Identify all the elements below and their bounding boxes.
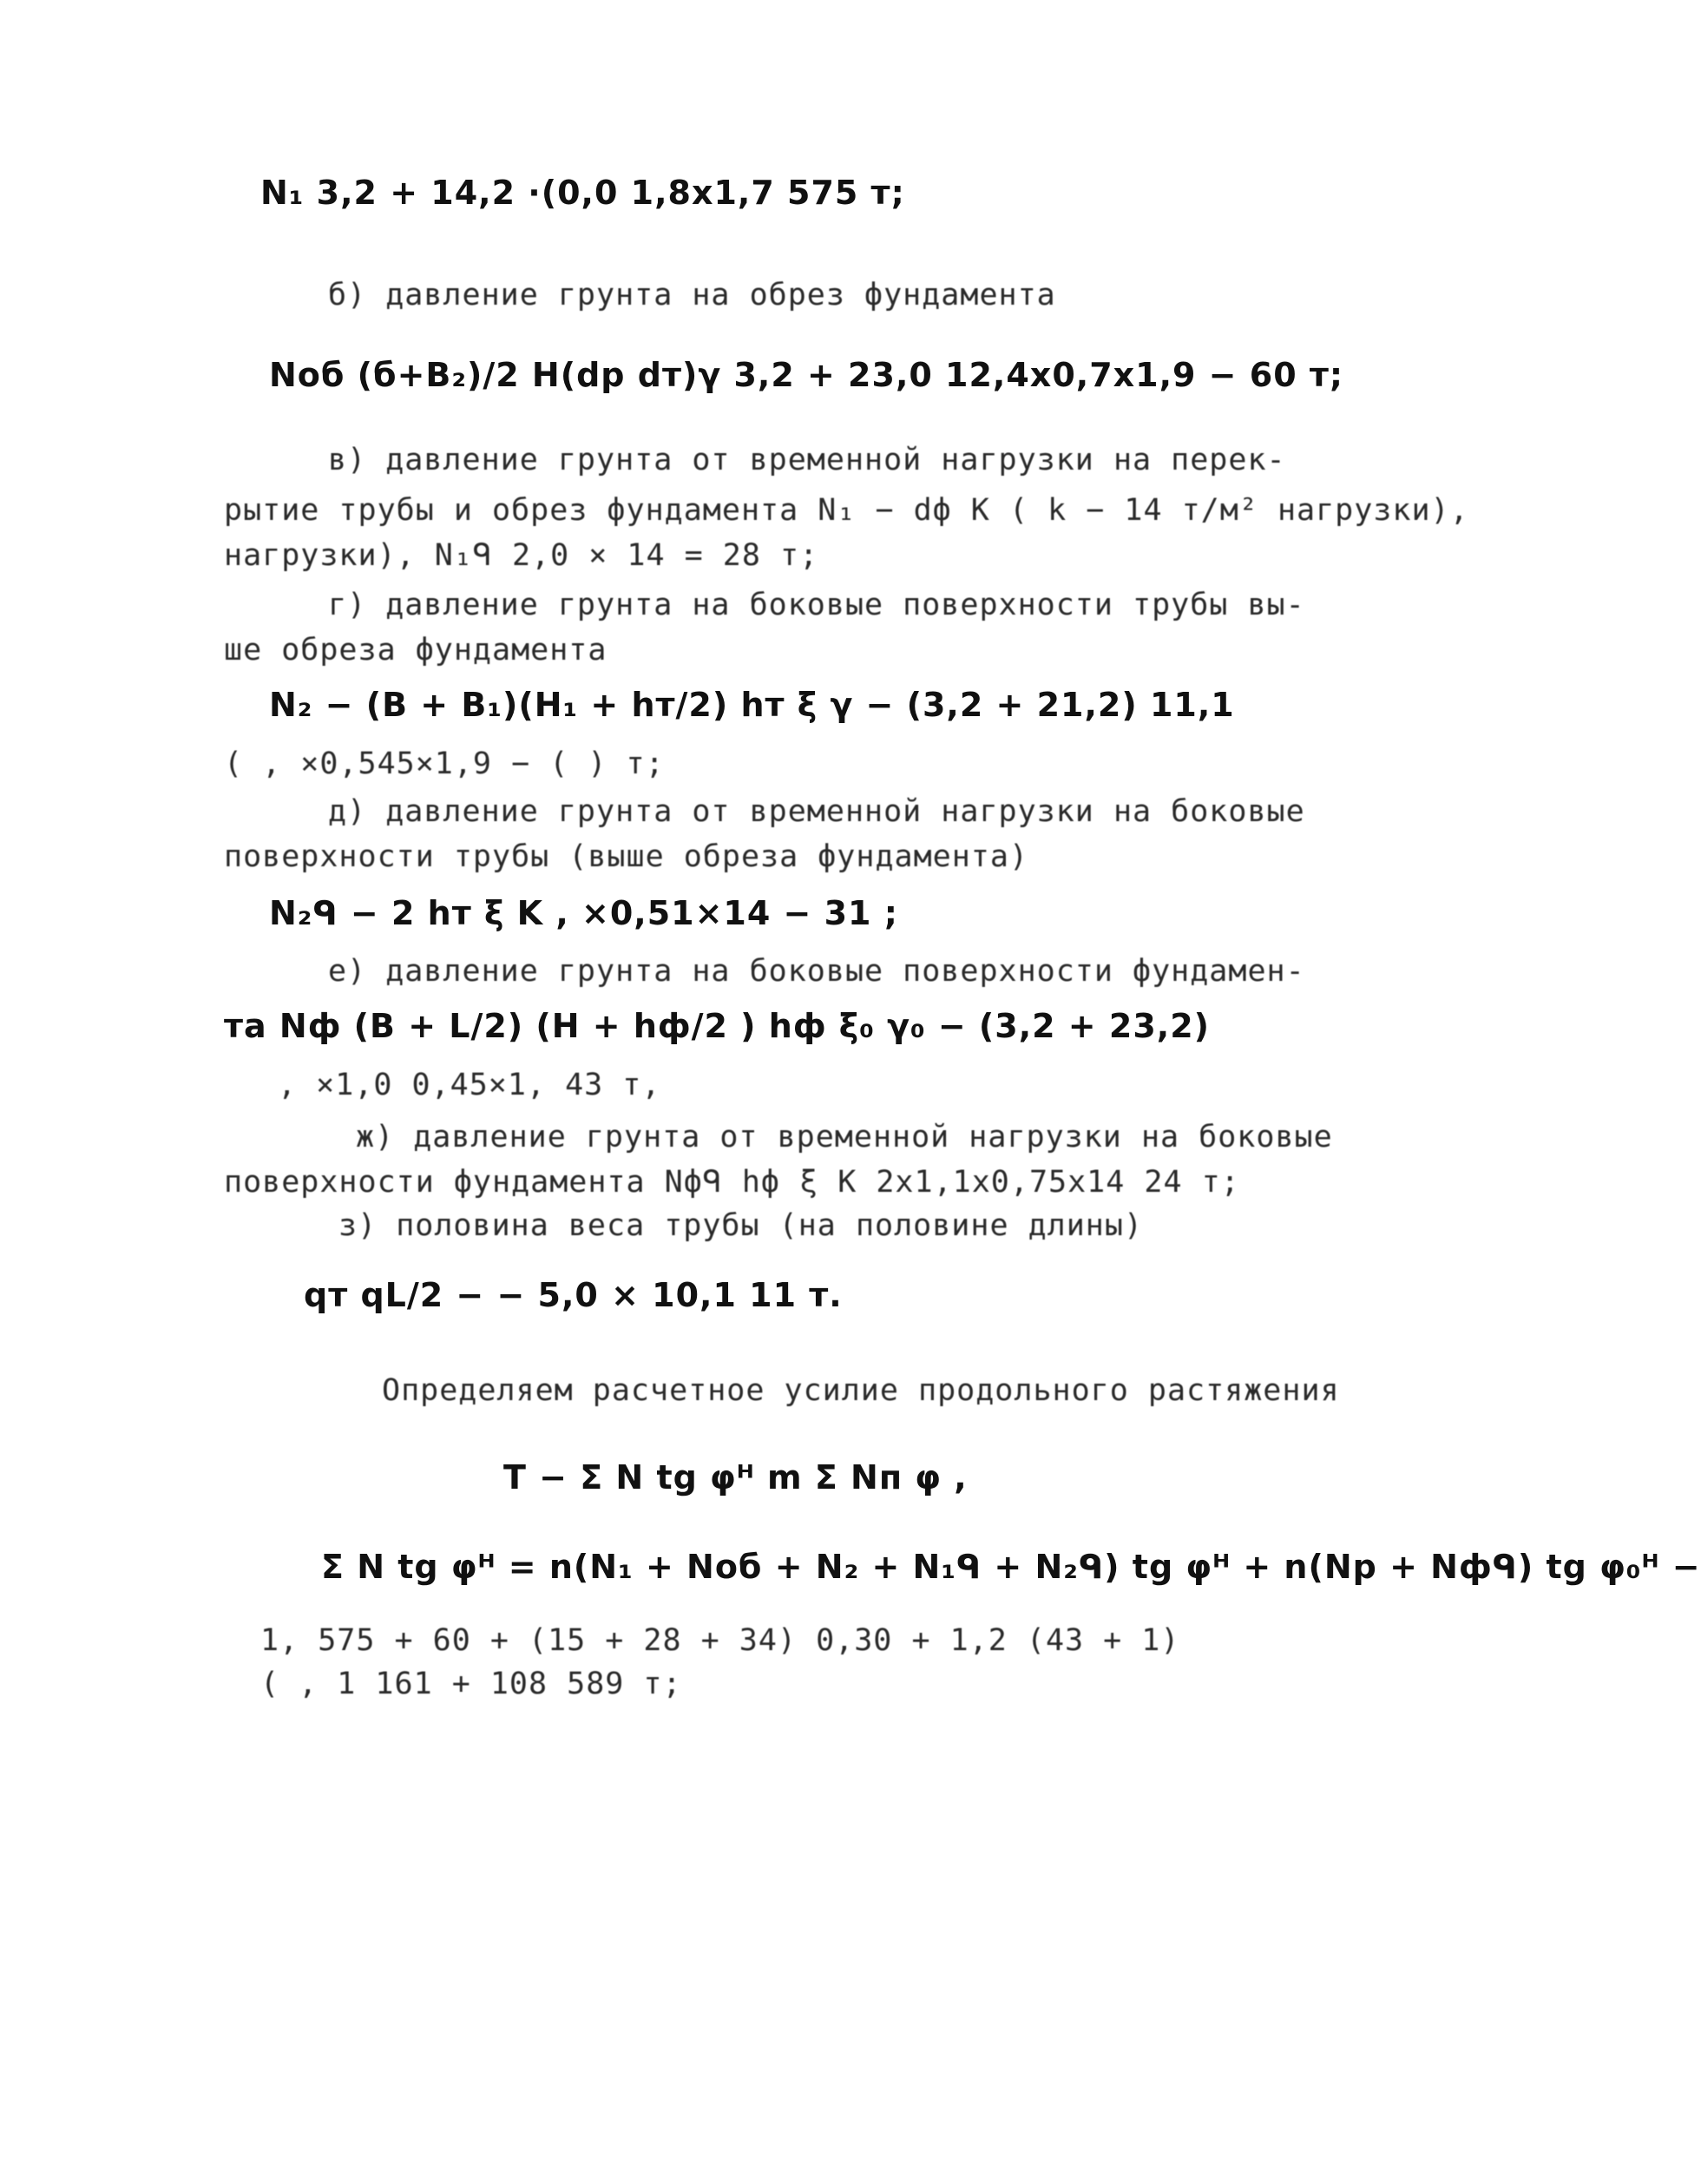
formula-nf: та Nф (B + L/2) (H + hф/2 ) hф ξ₀ γ₀ − (3,2 + 23,2) <box>224 1007 1211 1045</box>
item-e-line1: е) давление грунта на боковые поверхности фундамен- <box>328 954 1305 989</box>
formula-n2-result: ( , ×0,545×1,9 − ( ) т; <box>224 747 665 781</box>
formula-sum-calc2: ( , 1 161 + 108 589 т; <box>260 1667 682 1701</box>
formula-sum-ntg: Σ N tg φᴴ = n(N₁ + Nоб + N₂ + N₁ᑫ + N₂ᑫ) tg φᴴ + n(Nр + Nфᑫ) tg φ₀ᴴ − <box>321 1548 1701 1586</box>
formula-nf-result: , ×1,0 0,45×1, 43 т, <box>278 1068 661 1102</box>
formula-n1: N₁ 3,2 + 14,2 ·(0,0 1,8x1,7 575 т; <box>260 174 905 212</box>
formula-n2q: N₂ᑫ − 2 hт ξ K , ×0,51×14 − 31 ; <box>269 894 898 932</box>
item-g-line1: г) давление грунта на боковые поверхности трубы вы- <box>328 588 1305 622</box>
item-v-line3: нагрузки), N₁ᑫ 2,0 × 14 = 28 т; <box>224 538 819 573</box>
paragraph-tension: Определяем расчетное усилие продольного растяжения <box>382 1373 1340 1408</box>
formula-n2: N₂ − (B + B₁)(H₁ + hт/2) hт ξ γ − (3,2 + 21,2) 11,1 <box>269 686 1235 724</box>
item-zh-line2: поверхности фундамента Nфᑫ hф ξ K 2x1,1x0,75x14 24 т; <box>224 1165 1240 1200</box>
item-d-line2: поверхности трубы (выше обреза фундамента) <box>224 839 1029 874</box>
formula-qt: qт qL/2 − − 5,0 × 10,1 11 т. <box>304 1276 843 1314</box>
formula-sum-calc1: 1, 575 + 60 + (15 + 28 + 34) 0,30 + 1,2 (43 + 1) <box>260 1623 1180 1658</box>
item-v-line1: в) давление грунта от временной нагрузки на перек- <box>328 443 1286 477</box>
item-zh-line1: ж) давление грунта от временной нагрузки на боковые <box>356 1120 1333 1154</box>
formula-t: T − Σ N tg φᴴ m Σ Nп φ , <box>503 1458 968 1497</box>
formula-nob: Nоб (б+B₂)/2 H(dр dт)γ 3,2 + 23,0 12,4x0,7x1,9 − 60 т; <box>269 356 1344 394</box>
item-d-line1: д) давление грунта от временной нагрузки на боковые <box>328 794 1305 829</box>
item-g-line2: ше обреза фундамента <box>224 633 608 668</box>
item-z-line1: з) половина веса трубы (на половине длины) <box>338 1208 1144 1243</box>
item-b-heading: б) давление грунта на обрез фундамента <box>328 278 1056 312</box>
item-v-line2: рытие трубы и обрез фундамента N₁ − dф K ( k − 14 т/м² нагрузки), <box>224 493 1469 528</box>
